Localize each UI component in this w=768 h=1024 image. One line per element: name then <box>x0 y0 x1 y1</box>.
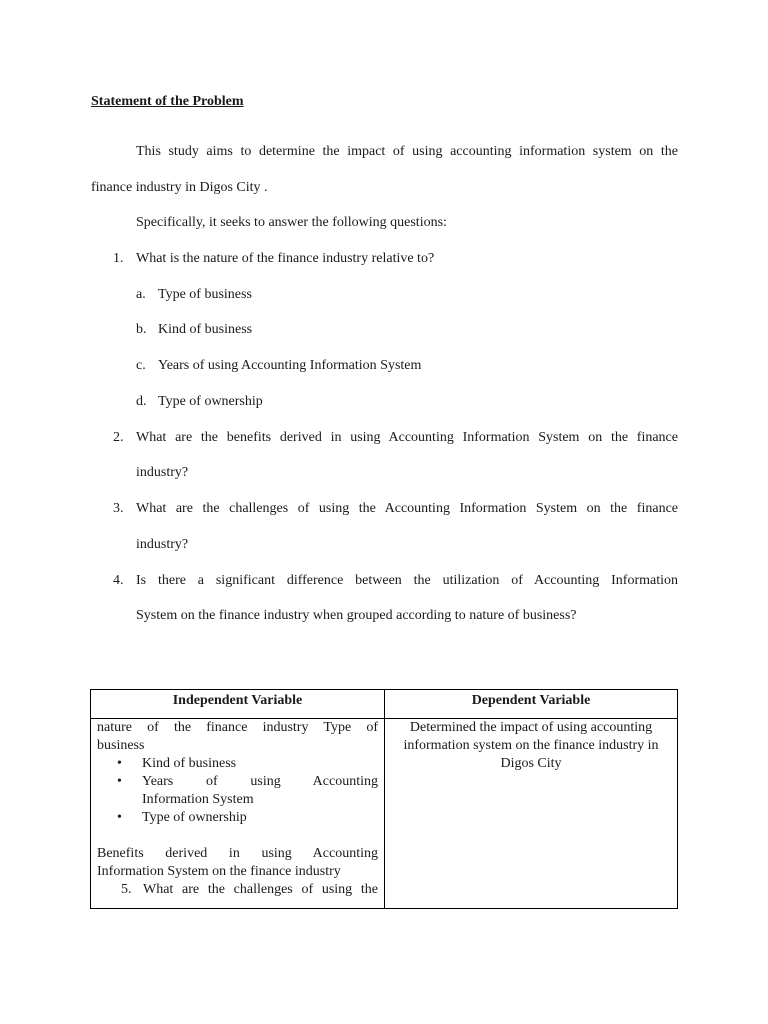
question-number: 4. <box>113 573 124 588</box>
bullet-item: • Type of ownership <box>97 809 378 827</box>
subitem-letter: d. <box>136 394 147 409</box>
cell-line: nature of the finance industry Type of <box>97 720 378 735</box>
bullet-item: • Years of using Accounting <box>97 773 378 791</box>
independent-variable-cell <box>91 719 385 909</box>
cell-line: Determined the impact of using accounting <box>409 720 653 735</box>
question-number: 2. <box>113 430 124 445</box>
item-text: What are the challenges of using the <box>143 882 378 897</box>
item-number: 5. <box>121 882 132 897</box>
question-text-continued: industry? <box>136 537 189 552</box>
dependent-variable-header: Dependent Variable <box>385 690 678 719</box>
numbered-item <box>97 881 378 899</box>
cell-line: information system on the finance industry in <box>403 738 659 753</box>
question-text: What are the benefits derived in using Accounting Information System on the finance <box>136 430 678 445</box>
bullet-item: • Kind of business <box>97 755 378 773</box>
bullet-item-continued: Information System <box>142 792 254 807</box>
question-number: 1. <box>113 251 124 266</box>
subitem-letter: a. <box>136 287 146 302</box>
question-text-continued: industry? <box>136 465 189 480</box>
subitem-text: Type of business <box>158 287 252 302</box>
question-text: What is the nature of the finance industry relative to? <box>136 251 435 266</box>
specifically-text: Specifically, it seeks to answer the following questions: <box>136 215 447 230</box>
cell-line: Digos City <box>500 756 562 771</box>
subitem-text: Years of using Accounting Information System <box>158 358 422 373</box>
question-number: 3. <box>113 501 124 516</box>
section-heading: Statement of the Problem <box>91 94 244 109</box>
subitem-text: Type of ownership <box>158 394 263 409</box>
variables-table <box>90 689 678 909</box>
subitem-text: Kind of business <box>158 322 253 337</box>
cell-line: Benefits derived in using Accounting <box>97 846 378 861</box>
intro-line-2: finance industry in Digos City . <box>91 180 268 195</box>
spacer <box>97 827 378 845</box>
cell-line: Information System on the finance industry <box>97 864 341 879</box>
question-text-continued: System on the finance industry when grouped according to nature of business? <box>136 608 577 623</box>
question-text: What are the challenges of using the Accounting Information System on the finance <box>136 501 678 516</box>
subitem-letter: c. <box>136 358 146 373</box>
intro-line-1: This study aims to determine the impact of using accounting information system on the <box>136 144 678 159</box>
subitem-letter: b. <box>136 322 147 337</box>
cell-line: business <box>97 738 145 753</box>
dependent-variable-cell <box>385 719 678 909</box>
independent-variable-header: Independent Variable <box>91 690 385 719</box>
question-text: Is there a significant difference between the utilization of Accounting Information <box>136 573 678 588</box>
